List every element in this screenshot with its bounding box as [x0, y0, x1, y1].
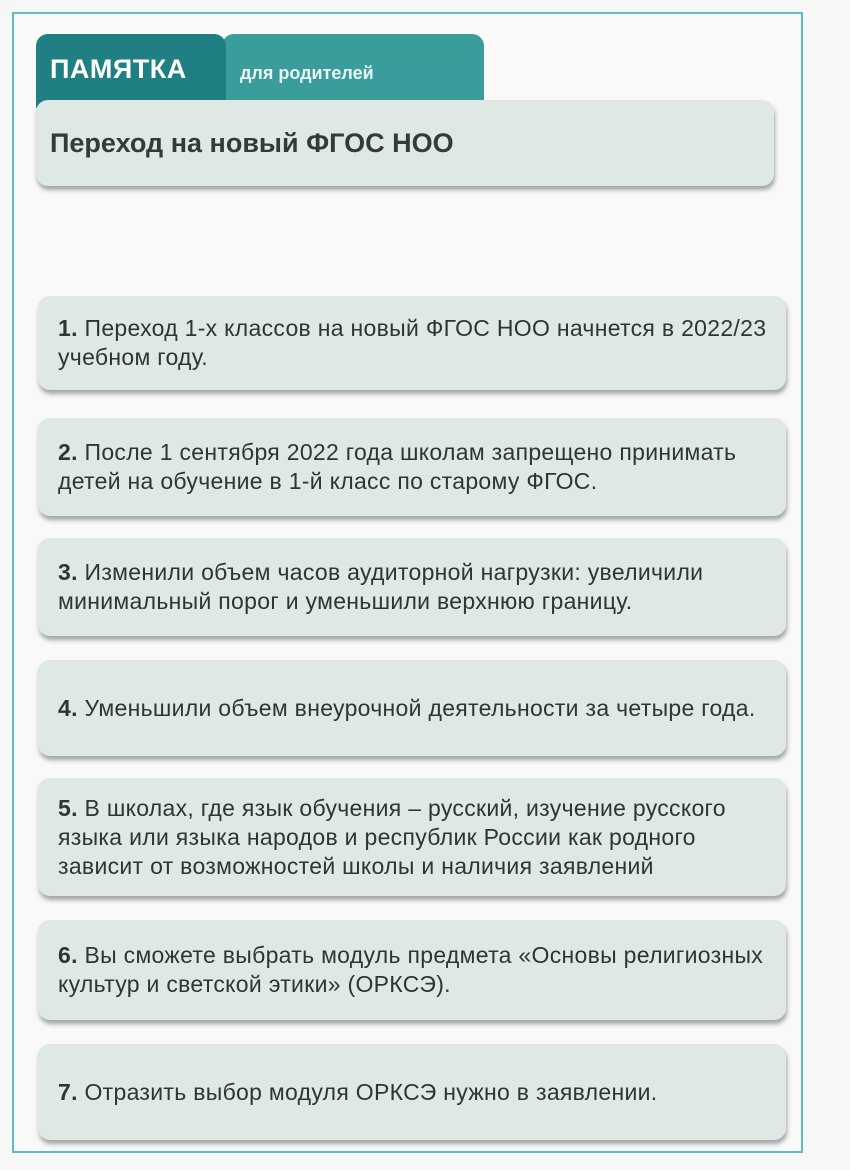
- list-item-7: [38, 1044, 786, 1140]
- list-item-text: [58, 558, 774, 616]
- memo-tab-label: ПАМЯТКА: [50, 54, 187, 84]
- list-item-5: [38, 778, 786, 896]
- list-item-text: [58, 438, 774, 496]
- list-item-number: 4.: [58, 694, 78, 721]
- list-item-number: 3.: [58, 559, 78, 585]
- list-item-body: Изменили объем часов аудиторной нагрузки: увеличили минимальный порог и уменьшили верхнюю границу.: [58, 559, 704, 614]
- list-item-body: Уменьшили объем внеурочной деятельности за четыре года.: [77, 694, 756, 721]
- audience-tab-label: для родителей: [240, 63, 374, 83]
- list-item-1: [38, 296, 786, 390]
- list-item-body: Вы сможете выбрать модуль предмета «Основы религиозных культур и светской этики» (ОРКСЭ).: [58, 942, 764, 997]
- list-item-text: [58, 1078, 657, 1107]
- list-item-number: 1.: [58, 315, 78, 341]
- list-item-number: 6.: [58, 942, 78, 968]
- audience-tab: [222, 34, 484, 108]
- list-item-4: [38, 660, 786, 756]
- list-item-number: 2.: [58, 439, 78, 465]
- list-item-number: 5.: [58, 794, 78, 821]
- list-item-body: Переход 1-х классов на новый ФГОС НОО начнется в 2022/23 учебном году.: [58, 315, 767, 370]
- list-item-body: Отразить выбор модуля ОРКСЭ нужно в заявлении.: [77, 1078, 658, 1105]
- page-title: Переход на новый ФГОС НОО: [50, 128, 454, 158]
- list-item-text: [58, 314, 774, 372]
- memo-tab: [36, 34, 226, 108]
- list-item-number: 7.: [58, 1078, 78, 1105]
- title-box: [36, 100, 774, 186]
- list-item-text: [58, 941, 774, 999]
- list-item-body: В школах, где язык обучения – русский, изучение русского языка или языка народов и республик России как родного зависит от возможностей школы и наличия заявлений: [58, 794, 726, 879]
- list-item-2: [38, 418, 786, 516]
- list-item-text: [58, 694, 756, 723]
- list-item-text: [58, 794, 774, 881]
- list-item-3: [38, 538, 786, 636]
- list-item-6: [38, 920, 786, 1020]
- list-item-body: После 1 сентября 2022 года школам запрещено принимать детей на обучение в 1-й класс по старому ФГОС.: [58, 439, 737, 494]
